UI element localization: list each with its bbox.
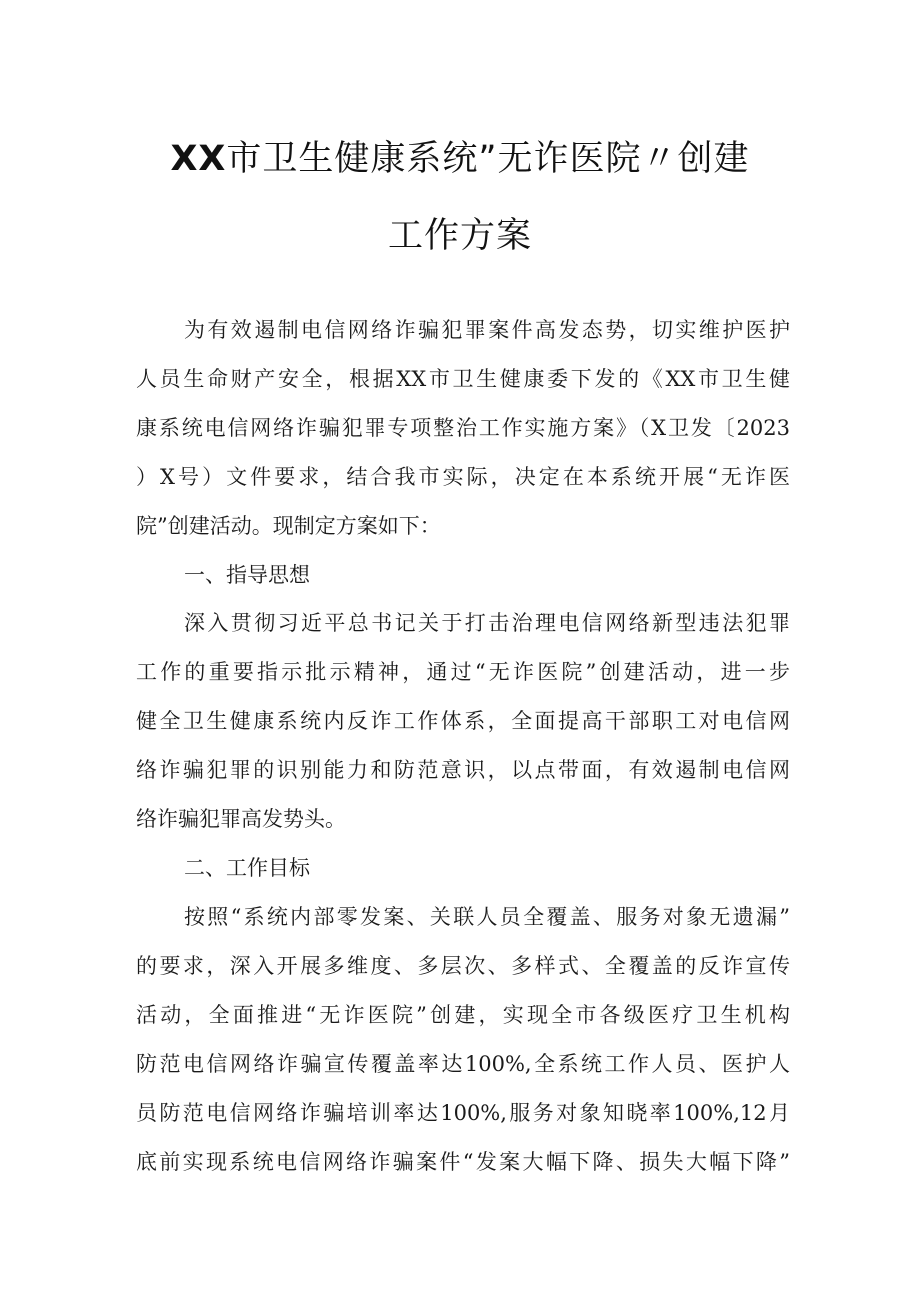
section-heading-work-goals: 二、工作目标 (184, 856, 310, 880)
section-2-line: 按照“系统内部零发案、关联人员全覆盖、服务对象无遗漏” (184, 905, 790, 929)
section-heading-guiding-ideology: 一、指导思想 (184, 563, 310, 587)
section-1-line: 络诈骗犯罪高发势头。 (136, 807, 346, 831)
document-title-line-2: 工作方案 (387, 216, 532, 256)
section-1-line: 络诈骗犯罪的识别能力和防范意识，以点带面，有效遏制电信网 (136, 758, 790, 782)
intro-line: 人员生命财产安全，根据XX市卫生健康委下发的《XX市卫生健 (136, 367, 790, 391)
intro-line: 康系统电信网络诈骗犯罪专项整治工作实施方案》（X卫发〔2023 (136, 416, 790, 440)
section-1-line: 健全卫生健康系统内反诈工作体系，全面提高干部职工对电信网 (136, 709, 790, 733)
section-2-line: 活动，全面推进“无诈医院”创建，实现全市各级医疗卫生机构 (136, 1003, 790, 1027)
section-1-line: 工作的重要指示批示精神，通过“无诈医院”创建活动，进一步 (136, 660, 790, 684)
title-main-text: 市卫生健康系统”无诈医院〃创建 (226, 139, 750, 179)
intro-line: 为有效遏制电信网络诈骗犯罪案件高发态势，切实维护医护 (184, 318, 790, 342)
intro-line: 院”创建活动。现制定方案如下： (136, 514, 441, 538)
section-2-line: 防范电信网络诈骗宣传覆盖率达100%,全系统工作人员、医护人 (136, 1052, 790, 1076)
section-2-line: 的要求，深入开展多维度、多层次、多样式、全覆盖的反诈宣传 (136, 954, 790, 978)
section-1-line: 深入贯彻习近平总书记关于打击治理电信网络新型违法犯罪 (184, 611, 790, 635)
section-2-line: 底前实现系统电信网络诈骗案件“发案大幅下降、损失大幅下降” (136, 1150, 790, 1174)
document-title-line-1 (0, 131, 920, 181)
intro-line: ）X号）文件要求，结合我市实际，决定在本系统开展“无诈医 (136, 465, 790, 489)
title-city-placeholder: XX (170, 139, 227, 179)
section-2-line: 员防范电信网络诈骗培训率达100%,服务对象知晓率100%,12月 (136, 1101, 790, 1125)
